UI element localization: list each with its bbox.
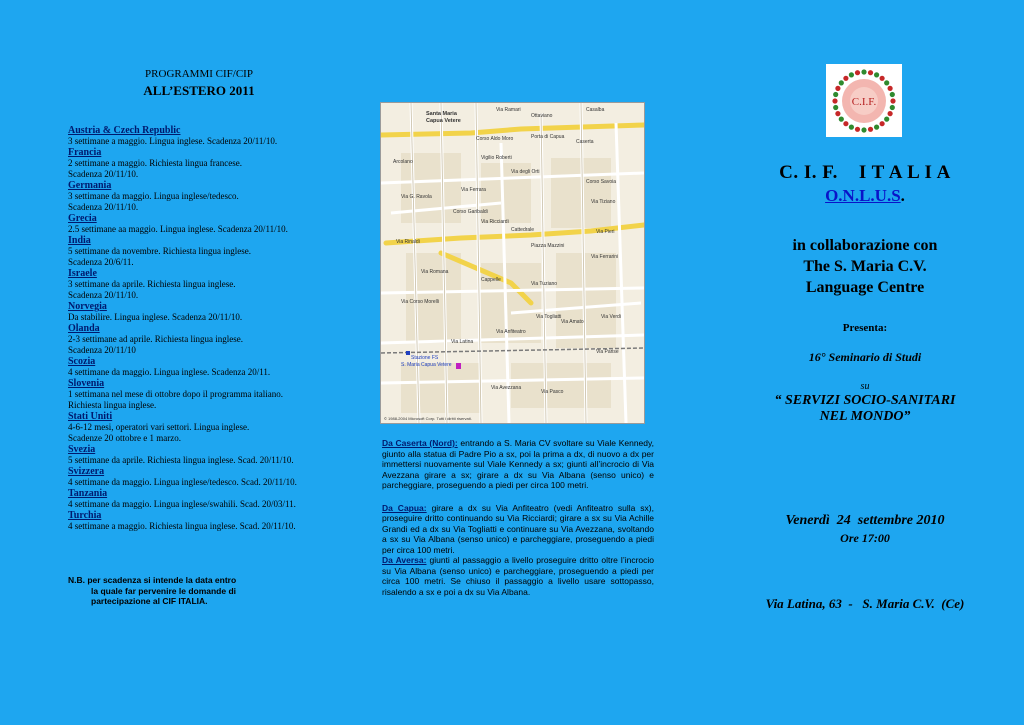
country-description: Scadenza 20/11/10. — [68, 290, 139, 300]
country-entry — [68, 180, 330, 213]
map-label: Via Latina — [451, 339, 474, 345]
country-name: Israele — [68, 268, 97, 279]
map-label: Via Amato — [561, 319, 584, 325]
country-description: 2.5 settimane aa maggio. Lingua inglese. Scadenza 20/11/10. — [68, 224, 288, 234]
country-name: India — [68, 235, 91, 246]
collaboration-block — [740, 235, 990, 298]
cif-logo — [826, 64, 902, 137]
presenta-label: Presenta: — [842, 322, 888, 334]
country-entry — [68, 147, 330, 180]
map-label: Porta di Capua — [531, 134, 565, 140]
logo-figure — [890, 92, 895, 97]
collab-line: Language Centre — [805, 279, 925, 296]
country-description: Scadenze 20 ottobre e 1 marzo. — [68, 433, 181, 443]
country-description: 4 settimane a maggio. Richiesta lingua inglese. Scad. 20/11/10. — [68, 521, 296, 531]
country-name: Austria & Czech Republic — [68, 125, 181, 136]
map-copyright: © 1988-2004 Microsoft Corp. Tutti i diritti riservati. — [384, 416, 472, 421]
logo-figure — [888, 111, 893, 116]
map-label: Via Pieri — [596, 229, 615, 235]
topic-line: “ SERVIZI SOCIO-SANITARI — [774, 393, 956, 408]
map-label: Via Ferrara — [461, 187, 486, 193]
country-description: 5 settimane da aprile. Richiesta lingua inglese. Scad. 20/11/10. — [68, 455, 294, 465]
map-label: Via Ramari — [496, 107, 521, 113]
event-address: Via Latina, 63 - S. Maria C.V. (Ce) — [765, 596, 965, 611]
seminar-title: 16° Seminario di Studi — [808, 350, 922, 364]
country-entry — [68, 301, 330, 323]
logo-figure — [874, 125, 879, 130]
onlus-link[interactable]: O.N.L.U.S — [825, 186, 901, 205]
country-description: 4 settimane da maggio. Lingua inglese/tedesco. Scad. 20/11/10. — [68, 477, 297, 487]
logo-text: C.I.F. — [851, 96, 877, 108]
country-entry — [68, 378, 330, 411]
map-label: Corso Aldo Moro — [476, 136, 514, 142]
country-description: 4 settimane da maggio. Lingua inglese/swahili. Scad. 20/03/11. — [68, 499, 296, 509]
event-time: Ore 17:00 — [840, 531, 890, 545]
nb-line: partecipazione al CIF ITALIA. — [91, 596, 208, 606]
country-entry — [68, 488, 330, 510]
country-entry — [68, 268, 330, 301]
country-name: Norvegia — [68, 301, 107, 312]
direction-origin: Da Caserta (Nord): — [382, 438, 458, 448]
country-description: Scadenza 20/11/10. — [68, 202, 139, 212]
nb-line: N.B. per scadenza si intende la data entro — [68, 575, 237, 585]
country-description: Da stabilire. Lingua inglese. Scadenza 20/11/10. — [68, 312, 243, 322]
country-description: Richiesta lingua inglese. — [68, 400, 157, 410]
logo-figure — [861, 69, 866, 74]
station-marker-icon — [406, 351, 410, 355]
logo-figure — [849, 125, 854, 130]
topic-line: NEL MONDO” — [819, 409, 911, 424]
logo-figure — [833, 92, 838, 97]
country-name: Germania — [68, 180, 112, 191]
country-description: 4-6-12 mesi, operatori vari settori. Lingua inglese. — [68, 422, 250, 432]
map-label: S. Maria Capua Vetere — [401, 362, 452, 368]
direction-text: girare a dx su Via Anfiteatro (vedi Anfiteatro sulla sx), proseguire dritto continuando su Via Ricciardi; girare a sx su Via Achille Grandi ed a dx su Via Togliatti e continuare su Via Avezzana, svoltando a sx su Via Albana (senso unico) e parcheggiare, proseguendo a piedi per circa 100 metri. — [382, 502, 654, 555]
map-label: Cattedrale — [511, 227, 535, 233]
country-entry — [68, 411, 330, 444]
logo-figure — [835, 111, 840, 116]
direction-paragraph — [382, 503, 654, 556]
map-label: Caserta — [576, 139, 594, 145]
direction-paragraph — [382, 438, 654, 491]
logo-figure — [832, 98, 837, 103]
country-name: Francia — [68, 147, 102, 158]
nb-line: la quale far pervenire le domande di — [91, 585, 237, 596]
country-name: Svezia — [68, 444, 96, 455]
map-label: Corso Garibaldi — [453, 209, 488, 215]
map-graphic — [381, 103, 644, 423]
logo-figure — [868, 70, 873, 75]
logo-figure — [884, 117, 889, 122]
logo-figure — [833, 105, 838, 110]
country-entry — [68, 125, 330, 147]
map-label: Vigilio Roberti — [481, 155, 512, 161]
map-label: Stazione FS — [411, 355, 439, 361]
organization-name: C. I. F. I T A L I A — [779, 162, 951, 183]
location-pin-icon — [456, 363, 461, 369]
country-description: 2-3 settimane ad aprile. Richiesta lingua inglese. — [68, 334, 243, 344]
logo-figure — [861, 127, 866, 132]
logo-figure — [849, 72, 854, 77]
country-entry — [68, 466, 330, 488]
country-entry — [68, 444, 330, 466]
map-label: Ottaviano — [531, 113, 553, 119]
logo-figure — [839, 117, 844, 122]
map-title: Santa Maria — [426, 111, 457, 117]
country-name: Scozia — [68, 356, 96, 367]
country-entry — [68, 356, 330, 378]
country-entry — [68, 213, 330, 235]
country-description: Scadenza 20/6/11. — [68, 257, 134, 267]
directions-text — [382, 438, 654, 609]
logo-figure — [855, 70, 860, 75]
country-name: Tanzania — [68, 488, 108, 499]
country-name: Slovenia — [68, 378, 105, 389]
logo-figure — [835, 86, 840, 91]
country-name: Stati Uniti — [68, 411, 113, 422]
country-description: 1 settimana nel mese di ottobre dopo il programma italiano. — [68, 389, 283, 399]
map-label: Corso Savoia — [586, 179, 617, 185]
map-label: Via Anfiteatro — [496, 329, 526, 335]
onlus-line — [740, 186, 990, 206]
map-label: Via Rinaldi — [396, 239, 420, 245]
location-map — [380, 102, 645, 424]
country-name: Olanda — [68, 323, 100, 334]
map-label: Via Avezzana — [491, 385, 522, 391]
country-name: Turchia — [68, 510, 102, 521]
logo-figure — [880, 121, 885, 126]
direction-text: giunti al passaggio a livello proseguire dritto oltre l’incrocio su Via Albana (senso unico) e parcheggiare, proseguendo a piedi per circa 100 metri. Se chiuso il passaggio a livello usare sottopasso, risalendo a sx e poi a dx su Via Albana. — [382, 555, 654, 597]
direction-paragraph — [382, 555, 654, 597]
nb-note — [68, 575, 236, 607]
country-name: Svizzera — [68, 466, 105, 477]
program-column — [68, 68, 330, 532]
logo-figure — [888, 86, 893, 91]
event-date: Venerdì 24 settembre 2010 — [785, 513, 945, 528]
country-description: Scadenza 20/11/10 — [68, 345, 136, 355]
logo-figure — [884, 80, 889, 85]
seminar-topic — [740, 393, 990, 425]
program-subtitle: ALL’ESTERO 2011 — [143, 83, 255, 98]
logo-figure — [874, 72, 879, 77]
map-label: Via Togliatti — [536, 314, 562, 320]
map-label: Via Pasco — [541, 389, 564, 395]
country-entry — [68, 510, 330, 532]
direction-origin: Da Capua: — [382, 502, 427, 513]
map-label: Casalba — [586, 107, 605, 113]
collab-line: The S. Maria C.V. — [803, 258, 927, 275]
map-label: Via Romana — [421, 269, 449, 275]
logo-figure — [880, 76, 885, 81]
country-name: Grecia — [68, 213, 97, 224]
logo-figure — [843, 76, 848, 81]
map-label: Arcolano — [393, 159, 413, 165]
onlus-dot: . — [900, 186, 905, 205]
country-entry — [68, 235, 330, 268]
su-label: su — [860, 381, 870, 392]
country-description: 3 settimane da maggio. Lingua inglese/tedesco. — [68, 191, 239, 201]
map-label: Via degli Orti — [511, 169, 540, 175]
map-label: Via Tuziano — [531, 281, 558, 287]
country-entry — [68, 323, 330, 356]
country-description: 2 settimane a maggio. Richiesta lingua francese. — [68, 158, 242, 168]
logo-figure — [890, 98, 895, 103]
map-label: Via Corso Morelli — [401, 299, 439, 305]
program-title: PROGRAMMI CIF/CIP — [145, 68, 253, 80]
country-description: 3 settimane a maggio. Lingua inglese. Scadenza 20/11/10. — [68, 136, 278, 146]
logo-figure — [855, 127, 860, 132]
map-label: Via G. Ravola — [401, 194, 432, 200]
logo-figure — [890, 105, 895, 110]
country-description: 4 settimane da maggio. Lingua inglese. Scadenza 20/11. — [68, 367, 271, 377]
map-label: Via Tiziano — [591, 199, 616, 205]
country-list — [68, 125, 330, 532]
country-description: Scadenza 20/11/10. — [68, 169, 139, 179]
direction-text: entrando a S. Maria CV svoltare su Viale Kennedy, giunto alla statua di Padre Pio a sx, poi la prima a dx, di nuovo a dx per immettersi nuovamente sul Viale Kennedy a sx; giunti all’incrocio di Via Avezzana girare a sx; girare a dx su Via Albana (senso unico) e parcheggiare, proseguendo a piedi per circa 100 metri. — [382, 438, 654, 490]
direction-origin: Da Aversa: — [382, 555, 427, 565]
collab-line: in collaborazione con — [792, 237, 938, 254]
logo-figure — [868, 127, 873, 132]
map-label: Via Ricciardi — [481, 219, 509, 225]
country-description: 5 settimane da novembre. Richiesta lingua inglese. — [68, 246, 251, 256]
country-description: 3 settimane da aprile. Richiesta lingua inglese. — [68, 279, 236, 289]
logo-figure — [839, 80, 844, 85]
map-title: Capua Vetere — [426, 118, 461, 124]
map-label: Cappelle — [481, 277, 501, 283]
logo-figure — [843, 121, 848, 126]
cif-logo-icon — [826, 64, 902, 137]
map-label: Via Verdi — [601, 314, 621, 320]
map-label: Via Ferrarini — [591, 254, 619, 260]
map-label: Via Parise — [596, 349, 619, 355]
map-label: Piazza Mazzini — [531, 243, 565, 249]
